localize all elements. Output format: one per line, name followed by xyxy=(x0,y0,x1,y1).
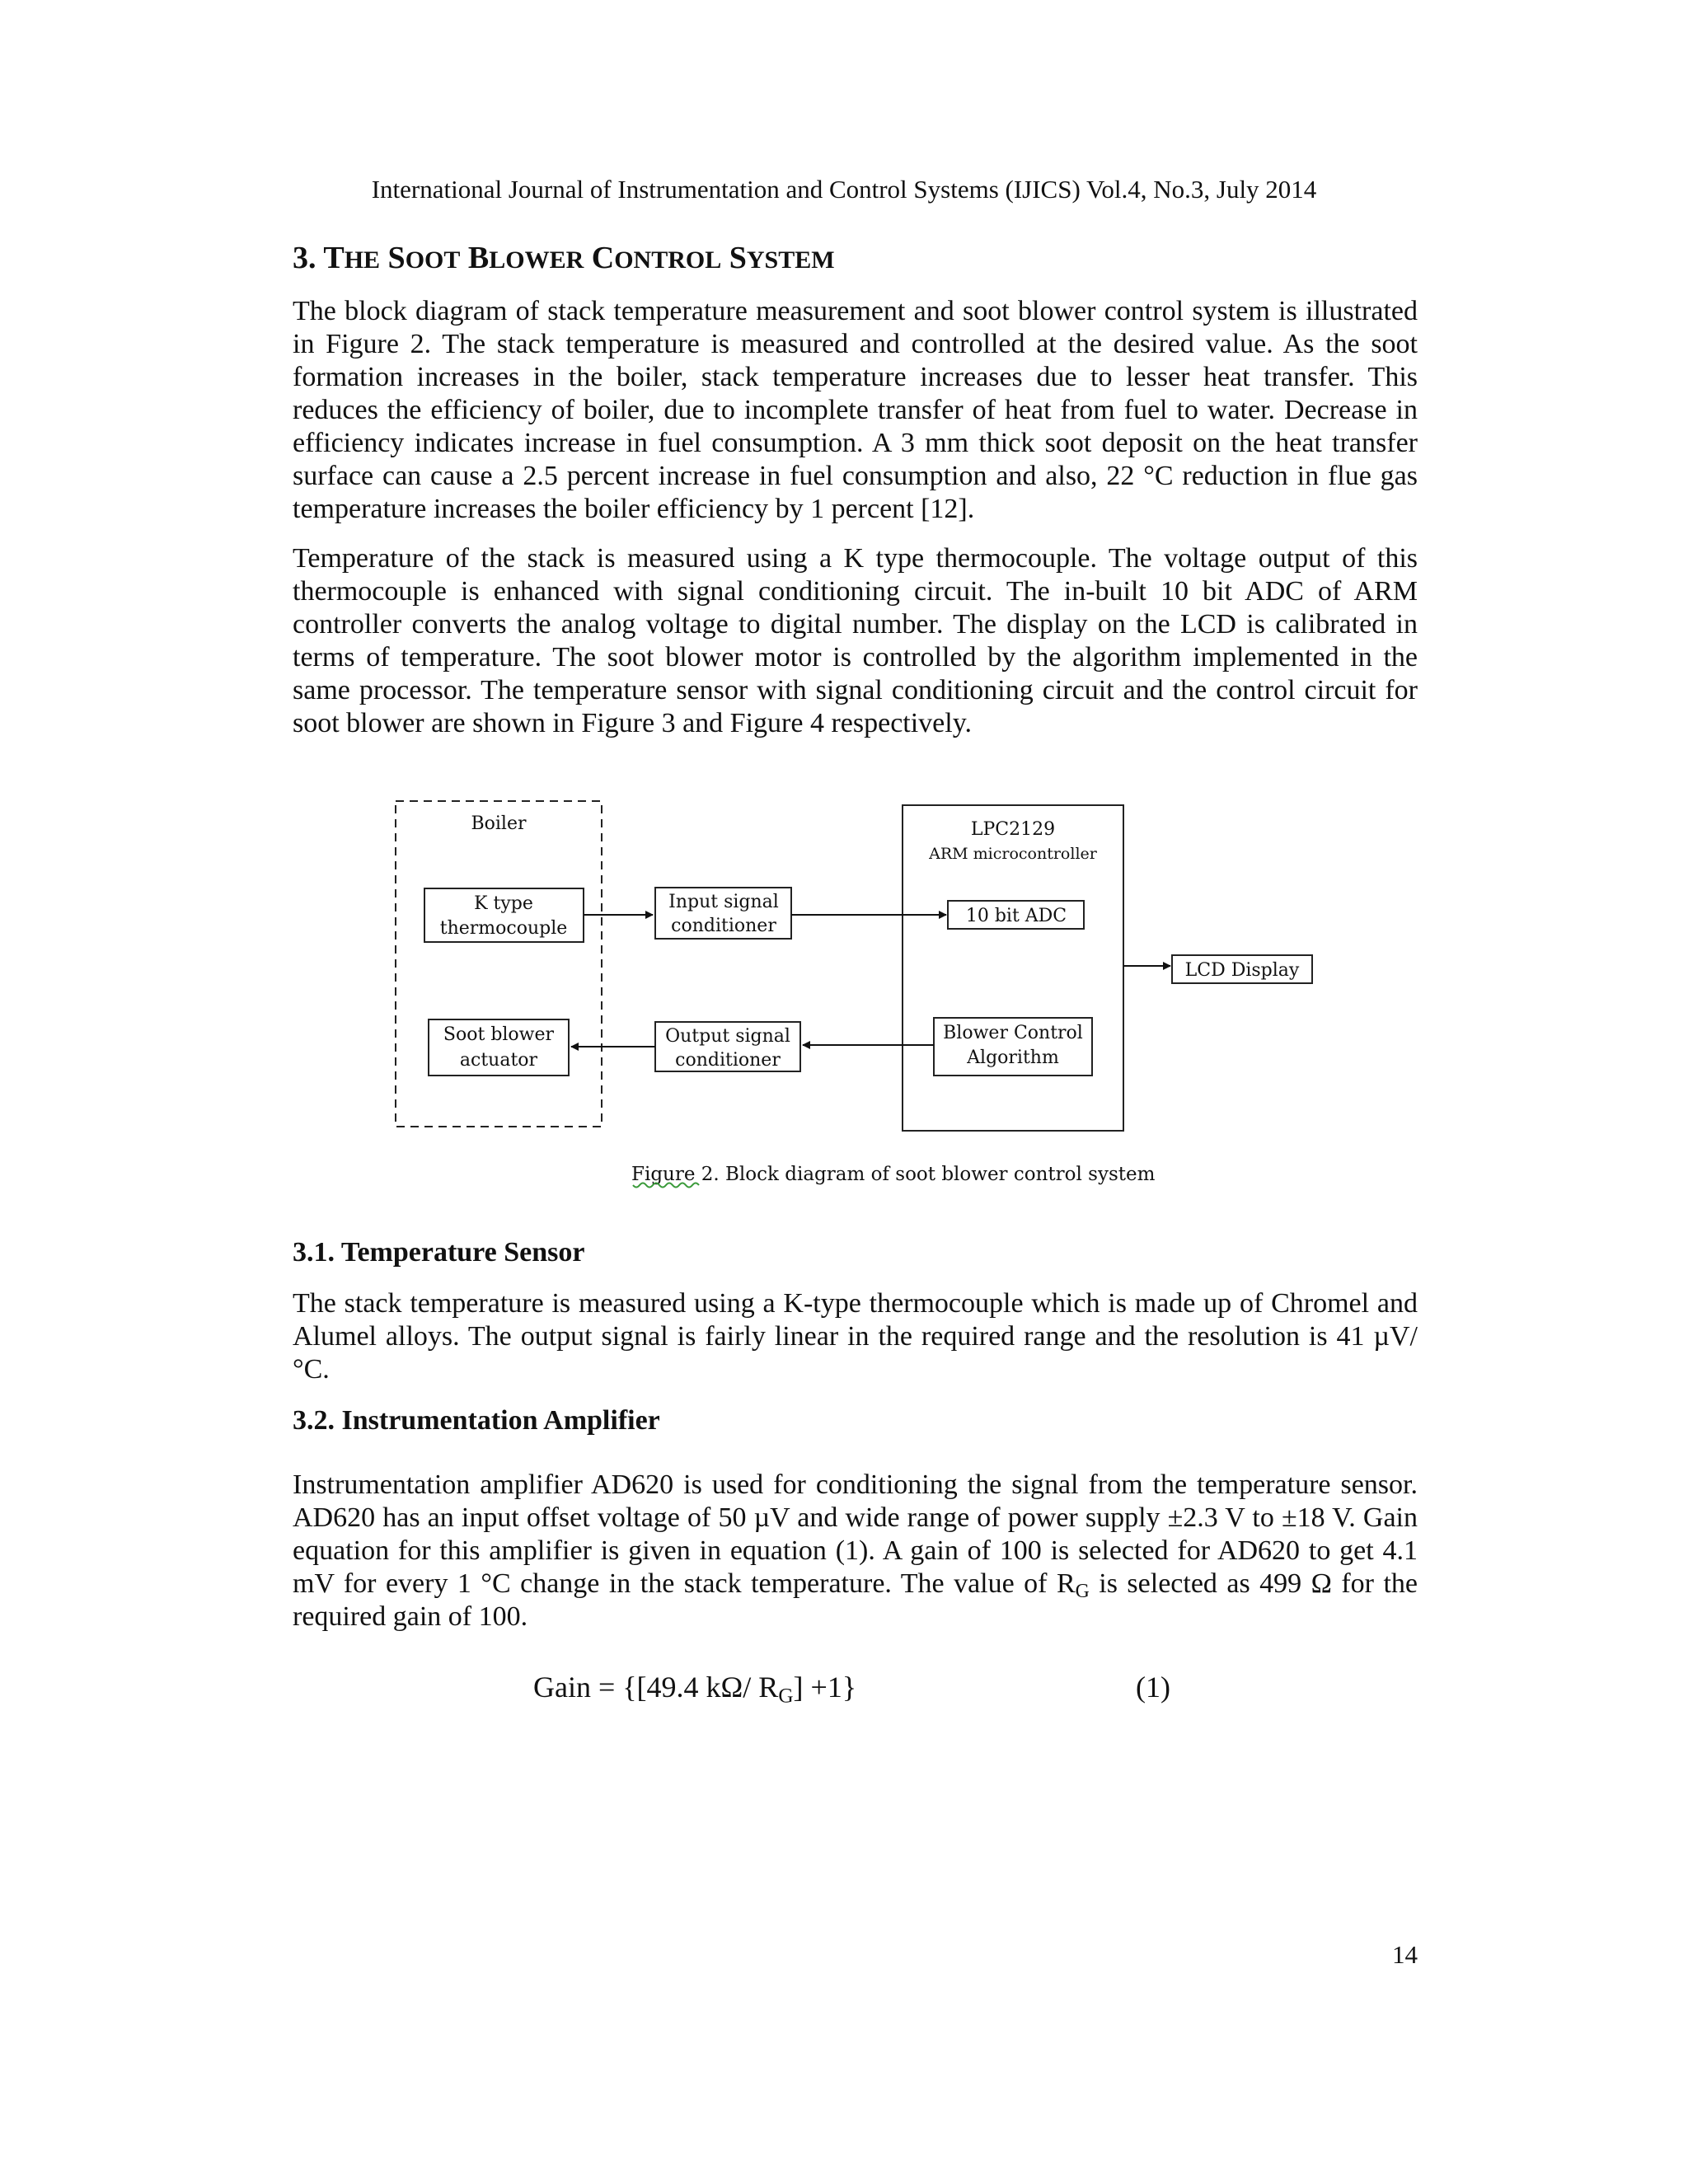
section-heading: 3. THE SOOT BLOWER CONTROL SYSTEM xyxy=(293,241,835,275)
k-type-label-line2: thermocouple xyxy=(439,918,568,939)
adc-label: 10 bit ADC xyxy=(965,906,1067,926)
page-number: 14 xyxy=(1392,1940,1418,1969)
paragraph-4: Instrumentation amplifier AD620 is used for conditioning the signal from the temperature sensor. AD620 has an input offset voltage of 50 µV and wide range of power supply ±2.3 V to ±18 V. Gain equation for this amplifier is given in equation (1). A gain of 100 is selected for AD620 to get 4.1 mV for every 1 °C change in the stack temperature. The value of $R_G$ is selected as 499 Ω for the required gain of 100. xyxy=(293,1469,1418,1632)
k-type-label-line1: K type xyxy=(474,893,533,914)
paragraph-2: Temperature of the stack is measured using a K type thermocouple. The voltage output of this thermocouple is enhanced with signal conditioning circuit. The in-built 10 bit ADC of ARM controller converts the analog voltage to digital number. The display on the LCD is calibrated in terms of temperature. The soot blower motor is controlled by the algorithm implemented in the same processor. The temperature sensor with signal conditioning circuit and the control circuit for soot blower are shown in Figure 3 and Figure 4 respectively. xyxy=(293,543,1418,738)
input-conditioner-label-line2: conditioner xyxy=(671,916,776,936)
boiler-label: Boiler xyxy=(471,813,527,834)
gain-equation: Gain = {[49.4 kΩ/ $R_G] +1$} xyxy=(533,1671,857,1708)
figure-caption: Figure 2. Block diagram of soot blower control system xyxy=(631,1164,1156,1185)
output-conditioner-label-line1: Output signal xyxy=(665,1026,790,1047)
equation-number: (1) xyxy=(1136,1671,1170,1704)
blower-control-label-line2: Algorithm xyxy=(967,1047,1059,1068)
paragraph-3: The stack temperature is measured using a K-type thermocouple which is made up of Chromel and Alumel alloys. The output signal is fairly linear in the required range and the resolution is 41 µV/°C. xyxy=(293,1288,1418,1385)
output-conditioner-label-line2: conditioner xyxy=(675,1050,781,1071)
boiler-group-box xyxy=(396,801,602,1127)
soot-blower-label-line2: actuator xyxy=(459,1050,538,1071)
running-header: International Journal of Instrumentation and Control Systems (IJICS) Vol.4, No.3, July 2014 xyxy=(371,175,1317,204)
input-conditioner-label-line1: Input signal xyxy=(668,892,779,912)
mcu-label-line2: ARM microcontroller xyxy=(929,845,1097,863)
lcd-label: LCD Display xyxy=(1184,960,1300,981)
paragraph-1: The block diagram of stack temperature measurement and soot blower control system is illustrated in Figure 2. The stack temperature is measured and controlled at the desired value. As the soot formation increases in the boiler, stack temperature increases due to lesser heat transfer. This reduces the efficiency of boiler, due to incomplete transfer of heat from fuel to water. Decrease in efficiency indicates increase in fuel consumption. A 3 mm thick soot deposit on the heat transfer surface can cause a 2.5 percent increase in fuel consumption and also, 22 °C reduction in flue gas temperature increases the boiler efficiency by 1 percent [12]. xyxy=(293,296,1418,524)
blower-control-label-line1: Blower Control xyxy=(943,1023,1083,1043)
subsection-3-2-heading: 3.2. Instrumentation Amplifier xyxy=(293,1405,660,1436)
subsection-3-1-heading: 3.1. Temperature Sensor xyxy=(293,1237,585,1268)
soot-blower-label-line1: Soot blower xyxy=(443,1024,555,1045)
mcu-label-line1: LPC2129 xyxy=(970,819,1056,840)
